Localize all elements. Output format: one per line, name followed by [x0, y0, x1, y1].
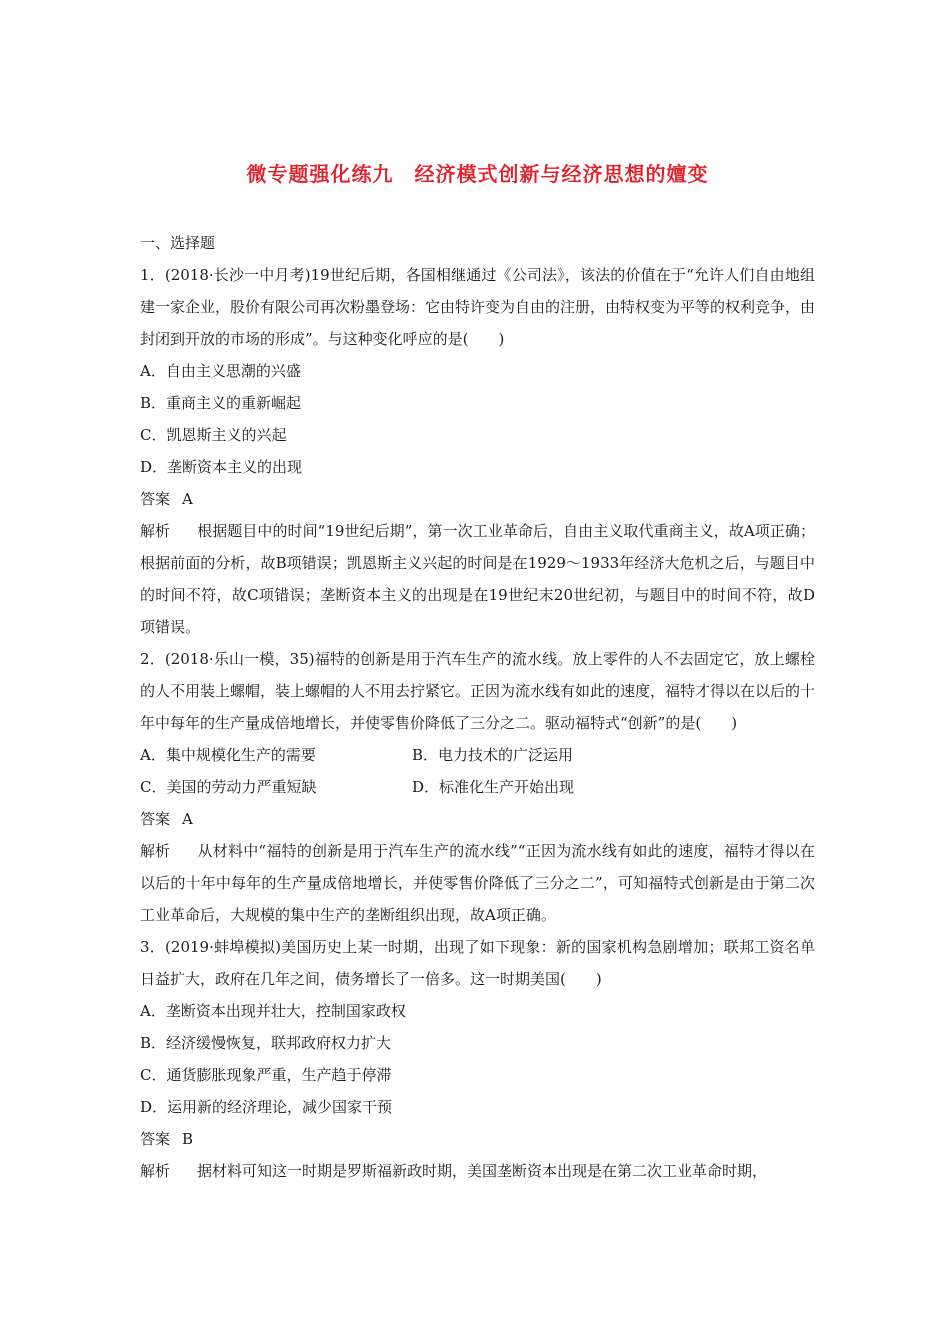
question-2-option-c: C．美国的劳动力严重短缺 — [140, 778, 317, 796]
question-2-options-row-2 — [140, 771, 815, 803]
analysis-label: 解析 — [140, 522, 171, 540]
analysis-label: 解析 — [140, 1162, 171, 1180]
question-1-answer — [140, 483, 815, 515]
question-2-option-d: D．标准化生产开始出现 — [412, 778, 575, 796]
question-2-stem: 2．(2018·乐山一模，35)福特的创新是用于汽车生产的流水线。放上零件的人不去固定它，放上螺栓的人不用装上螺帽，装上螺帽的人不用去拧紧它。正因为流水线有如此的速度，福特才得以在以后的十年中每年的生产量成倍地增长，并使零售价降低了三分之二。驱动福特式“创新”的是( ) — [140, 650, 816, 732]
question-3-analysis — [140, 1155, 815, 1187]
answer-label: 答案 — [140, 1130, 171, 1148]
document-body — [140, 227, 815, 1187]
question-3-option-c: C．通货膨胀现象严重，生产趋于停滞 — [140, 1066, 392, 1084]
answer-value: B — [182, 1130, 194, 1148]
question-1-analysis — [140, 515, 815, 643]
analysis-text: 从材料中“福特的创新是用于汽车生产的流水线”“正因为流水线有如此的速度，福特才得以在以后的十年中每年的生产量成倍地增长，并使零售价降低了三分之二”，可知福特式创新是由于第二次工业革命后，大规模的集中生产的垄断组织出现，故A项正确。 — [140, 842, 815, 924]
question-1-option-d: D．垄断资本主义的出现 — [140, 458, 303, 476]
question-3-option-b: B．经济缓慢恢复，联邦政府权力扩大 — [140, 1034, 392, 1052]
question-3-answer — [140, 1123, 815, 1155]
section-heading: 一、选择题 — [140, 234, 216, 252]
analysis-text: 据材料可知这一时期是罗斯福新政时期，美国垄断资本出现是在第二次工业革命时期， — [197, 1162, 768, 1180]
question-2-option-b: B．电力技术的广泛运用 — [412, 746, 574, 764]
answer-label: 答案 — [140, 490, 171, 508]
question-2-options-row-1 — [140, 739, 815, 771]
answer-value: A — [182, 810, 193, 828]
analysis-label: 解析 — [140, 842, 171, 860]
answer-value: A — [182, 490, 193, 508]
question-1-option-c: C．凯恩斯主义的兴起 — [140, 426, 287, 444]
document-title: 微专题强化练九 经济模式创新与经济思想的嬗变 — [246, 162, 709, 186]
question-3-option-d: D．运用新的经济理论，减少国家干预 — [140, 1098, 393, 1116]
question-2-option-a: A．集中规模化生产的需要 — [140, 746, 316, 764]
analysis-text: 根据题目中的时间“19世纪后期”，第一次工业革命后，自由主义取代重商主义，故A项正确；根据前面的分析，故B项错误；凯恩斯主义兴起的时间是在1929～1933年经济大危机之后，与题目中的时间不符，故C项错误；垄断资本主义的出现是在19世纪末20世纪初，与题目中的时间不符，故D项错误。 — [140, 522, 815, 636]
answer-label: 答案 — [140, 810, 171, 828]
question-1-stem: 1．(2018·长沙一中月考)19世纪后期，各国相继通过《公司法》，该法的价值在于“允许人们自由地组建一家企业，股价有限公司再次粉墨登场：它由特许变为自由的注册，由特权变为平等的权利竞争，由封闭到开放的市场的形成”。与这种变化呼应的是( ) — [140, 266, 816, 348]
question-3-option-a: A．垄断资本出现并壮大，控制国家政权 — [140, 1002, 406, 1020]
question-3-stem: 3．(2019·蚌埠模拟)美国历史上某一时期，出现了如下现象：新的国家机构急剧增加；联邦工资名单日益扩大，政府在几年之间，债务增长了一倍多。这一时期美国( ) — [140, 938, 815, 988]
question-1-option-a: A．自由主义思潮的兴盛 — [140, 362, 301, 380]
question-2-answer — [140, 803, 815, 835]
question-2-analysis — [140, 835, 815, 931]
question-1-option-b: B．重商主义的重新崛起 — [140, 394, 302, 412]
